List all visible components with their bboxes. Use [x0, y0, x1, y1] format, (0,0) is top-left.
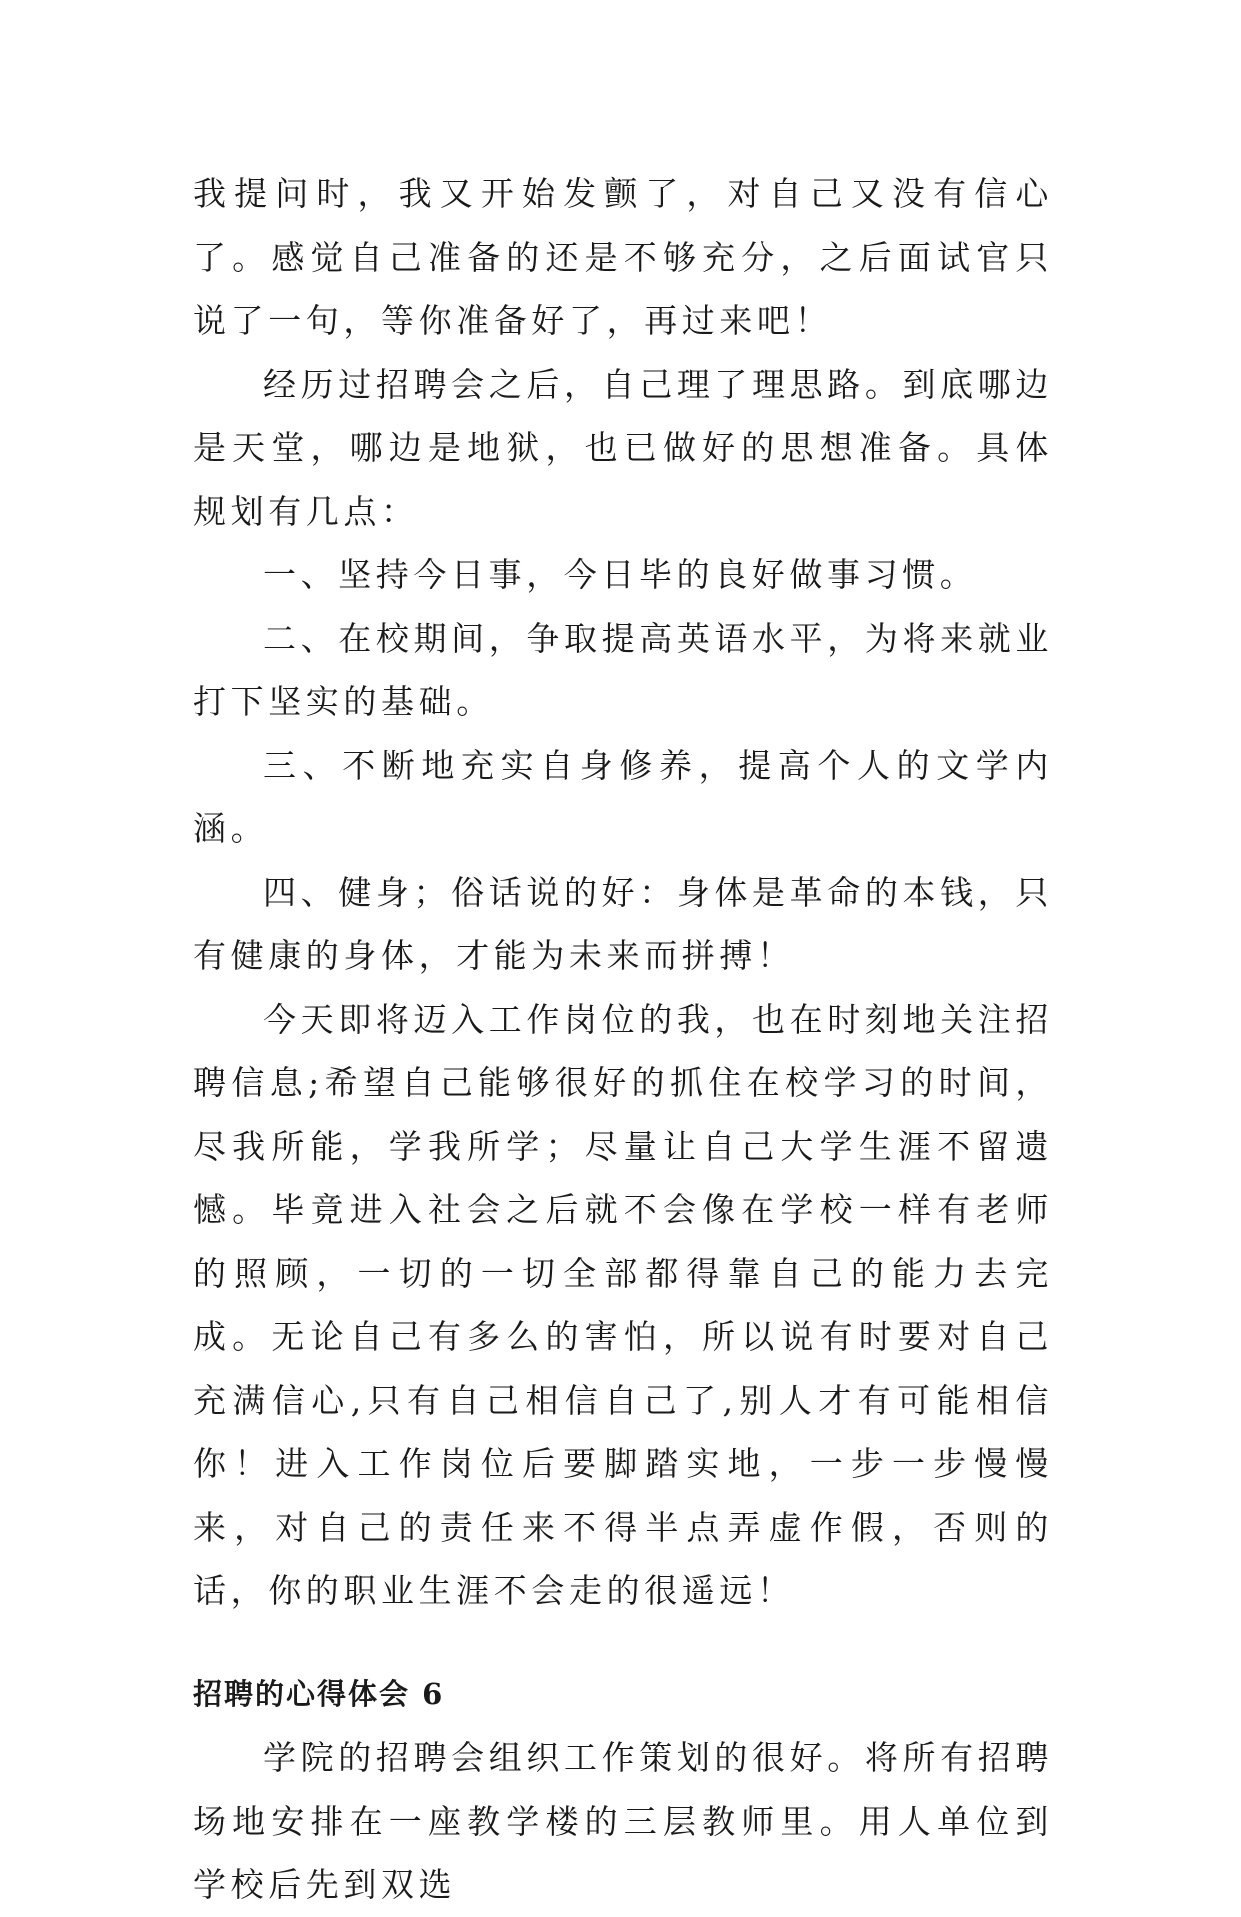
list-paragraph: 四、健身；俗话说的好：身体是革命的本钱，只有健康的身体，才能为未来而拼搏！ — [193, 872, 1053, 975]
document-body — [193, 162, 1053, 1917]
paragraph: 学院的招聘会组织工作策划的很好。将所有招聘场地安排在一座教学楼的三层教师里。用人单位到学校后先到双选 — [193, 1738, 1053, 1904]
paragraph: 经历过招聘会之后，自己理了理思路。到底哪边是天堂，哪边是地狱，也已做好的思想准备。具体规划有几点： — [193, 364, 1053, 531]
paragraph: 今天即将迈入工作岗位的我，也在时刻地关注招聘信息;希望自己能够很好的抓住在校学习的时间，尽我所能，学我所学；尽量让自己大学生涯不留遗憾。毕竟进入社会之后就不会像在学校一样有老师的照顾，一切的一切全部都得靠自己的能力去完成。无论自己有多么的害怕，所以说有时要对自己充满信心,只有自己相信自己了,别人才有可能相信你！进入工作岗位后要脚踏实地，一步一步慢慢来，对自己的责任来不得半点弄虚作假，否则的话，你的职业生涯不会走的很遥远！ — [193, 999, 1053, 1610]
list-paragraph: 二、在校期间，争取提高英语水平，为将来就业打下坚实的基础。 — [193, 618, 1053, 721]
paragraph: 我提问时，我又开始发颤了，对自己又没有信心了。感觉自己准备的还是不够充分，之后面试官只说了一句，等你准备好了，再过来吧！ — [193, 174, 1053, 340]
list-paragraph: 三、不断地充实自身修养，提高个人的文学内涵。 — [193, 745, 1053, 848]
list-paragraph: 一、坚持今日事，今日毕的良好做事习惯。 — [263, 555, 978, 594]
section-heading: 招聘的心得体会 6 — [193, 1676, 445, 1711]
